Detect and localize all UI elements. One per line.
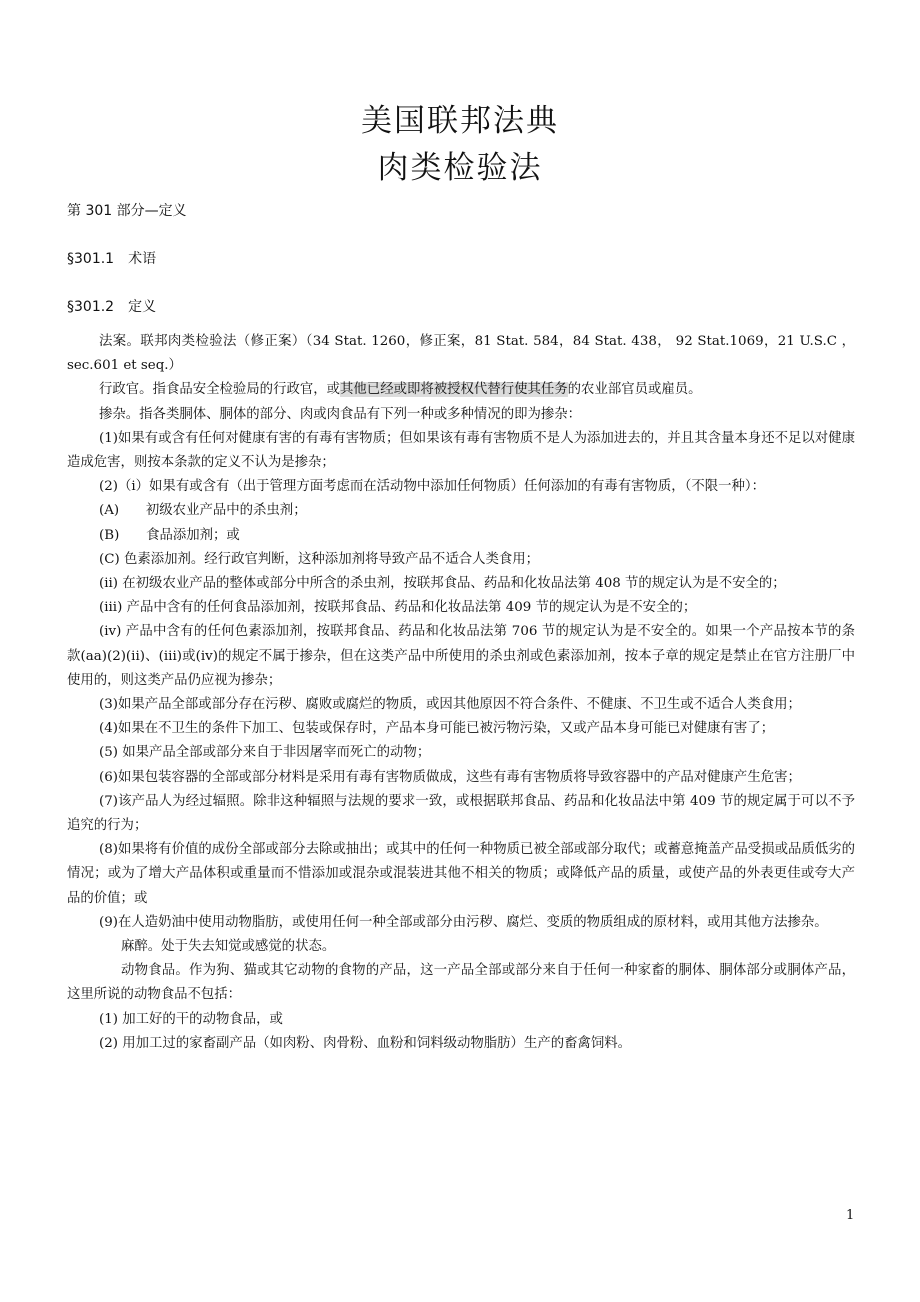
paragraph-item-1: (1)如果有或含有任何对健康有害的有毒有害物质；但如果该有毒有害物质不是人为添加进去的，并且其含量本身还不足以对健康造成危害，则按本条款的定义不认为是掺杂；: [67, 430, 855, 471]
paragraph-item-B: (B) 食品添加剂；或: [99, 527, 240, 543]
paragraph-item-6: (6)如果包装容器的全部或部分材料是采用有毒有害物质做成，这些有毒有害物质将导致容器中的产品对健康产生危害；: [99, 769, 801, 785]
paragraph-animal-food-2: (2) 用加工过的家畜副产品（如肉粉、肉骨粉、血粉和饲料级动物脂肪）生产的畜禽饲料。: [99, 1035, 632, 1051]
paragraph-item-8: (8)如果将有价值的成份全部或部分去除或抽出；或其中的任何一种物质已被全部或部分取代；或蓄意掩盖产品受损或品质低劣的情况；或为了增大产品体积或重量而不惜添加或混杂或混装进其他不相关的物质；或降低产品的质量，或使产品的外表更佳或夸大产品的价值；或: [67, 842, 855, 906]
paragraph-item-ii: (ii) 在初级农业产品的整体或部分中所含的杀虫剂，按联邦食品、药品和化妆品法第 408 节的规定认为是不安全的；: [99, 576, 786, 592]
paragraph-item-iii: (iii) 产品中含有的任何食品添加剂，按联邦食品、药品和化妆品法第 409 节的规定认为是不安全的；: [99, 600, 697, 616]
part-heading: 第 301 部分—定义: [67, 203, 187, 219]
section-heading-terms: §301.1 术语: [67, 251, 157, 267]
page-number: 1: [846, 1208, 855, 1223]
paragraph-anesthesia: 麻醉。处于失去知觉或感觉的状态。: [121, 939, 336, 955]
paragraph-item-A: (A) 初级农业产品中的杀虫剂；: [99, 503, 307, 519]
paragraph-item-7: (7)该产品人为经过辐照。除非这种辐照与法规的要求一致，或根据联邦食品、药品和化妆品法中第 409 节的规定属于可以不予追究的行为；: [67, 793, 855, 834]
section-heading-definitions: §301.2 定义: [67, 299, 157, 315]
paragraph-item-iv: (iv) 产品中含有的任何色素添加剂，按联邦食品、药品和化妆品法第 706 节的规定认为是不安全的。如果一个产品按本节的条款(aa)(2)(ii)、(iii)或(iv)的规定不属于掺杂，但在这类产品中所使用的杀虫剂或色素添加剂，按本子章的规定是禁止在官方注册厂中使用的，则这类产品仍应视为掺杂；: [67, 624, 855, 688]
document-subtitle: 肉类检验法: [377, 150, 543, 186]
paragraph-act: 法案。联邦肉类检验法（修正案）（34 Stat. 1260，修正案，81 Stat. 584，84 Stat. 438， 92 Stat.1069，21 U.S.C ，sec.601 et seq.）: [67, 334, 855, 374]
paragraph-item-C: (C) 色素添加剂。经行政官判断，这种添加剂将导致产品不适合人类食用；: [99, 551, 540, 567]
paragraph-item-2: (2)（i）如果有或含有（出于管理方面考虑而在活动物中添加任何物质）任何添加的有毒有害物质，（不限一种）：: [99, 479, 765, 495]
paragraph-adulterated: 掺杂。指各类胴体、胴体的部分、肉或肉食品有下列一种或多种情况的即为掺杂：: [99, 406, 582, 422]
paragraph-item-3: (3)如果产品全部或部分存在污秽、腐败或腐烂的物质，或因其他原因不符合条件、不健康、不卫生或不适合人类食用；: [99, 697, 801, 713]
paragraph-animal-food-1: (1) 加工好的干的动物食品，或: [99, 1011, 283, 1027]
highlighted-text: 其他已经或即将被授权代替行使其任务: [340, 382, 568, 398]
paragraph-item-9: (9)在人造奶油中使用动物脂肪，或使用任何一种全部或部分由污秽、腐烂、变质的物质组成的原材料，或用其他方法掺杂。: [99, 914, 828, 930]
paragraph-item-5: (5) 如果产品全部或部分来自于非因屠宰而死亡的动物；: [99, 745, 431, 761]
paragraph-item-4: (4)如果在不卫生的条件下加工、包装或保存时，产品本身可能已被污物污染，又或产品本身可能已对健康有害了；: [99, 721, 775, 737]
document-body: [67, 330, 855, 1056]
admin-text-a: 行政官。指食品安全检验局的行政官，或: [99, 382, 341, 398]
paragraph-administrator: [67, 378, 855, 402]
paragraph-animal-food: 动物食品。作为狗、猫或其它动物的食物的产品，这一产品全部或部分来自于任何一种家畜的胴体、胴体部分或胴体产品，这里所说的动物食品不包括：: [67, 963, 855, 1003]
document-title: 美国联邦法典: [361, 103, 559, 139]
admin-text-b: 的农业部官员或雇员。: [567, 382, 702, 398]
